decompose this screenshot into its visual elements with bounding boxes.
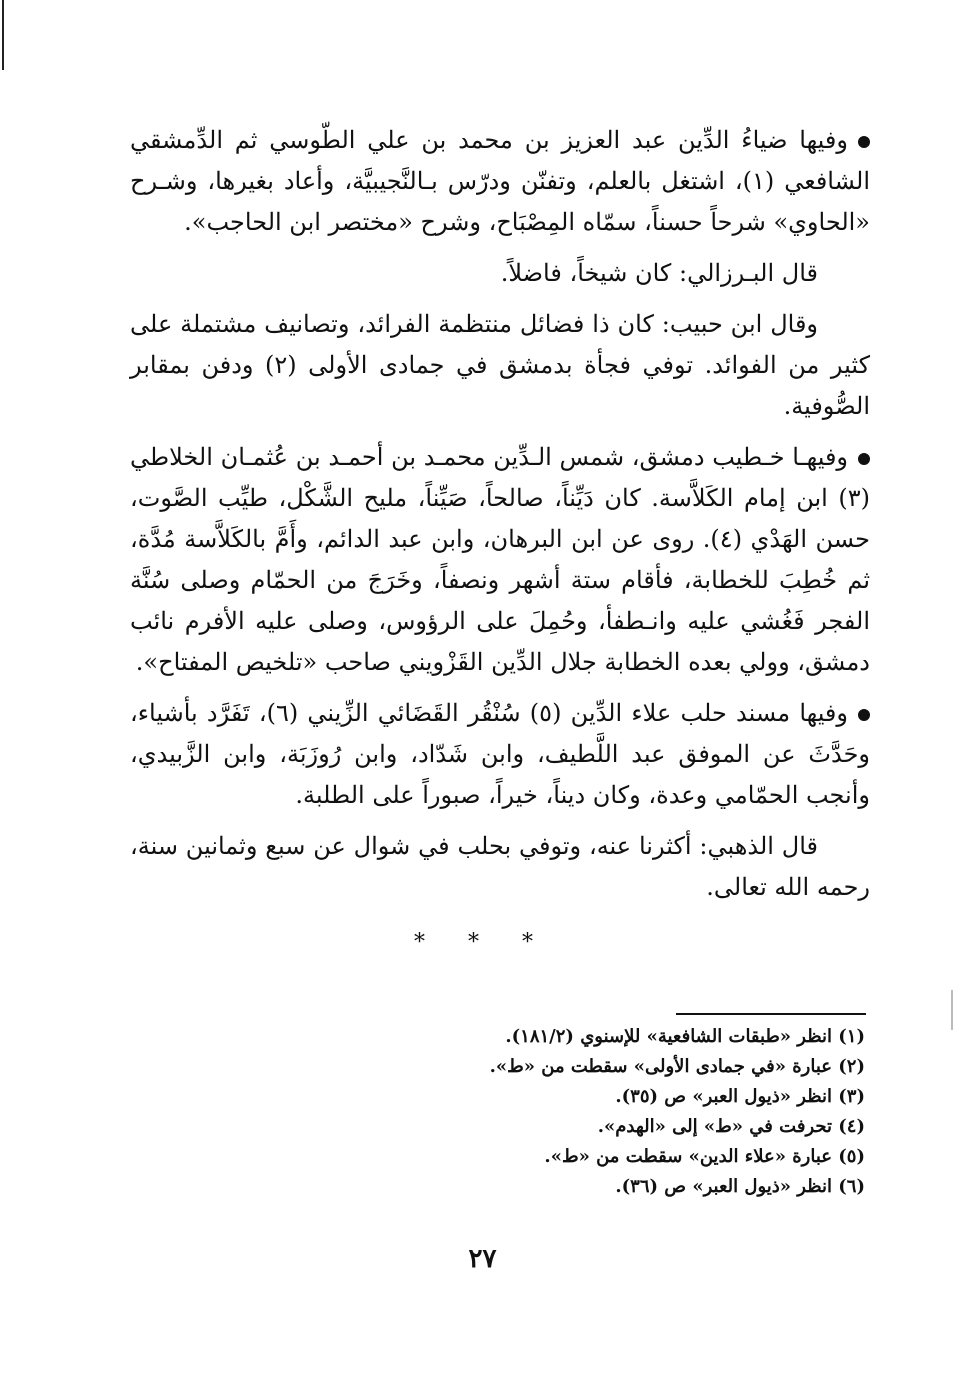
paragraph-1-text: وفيها ضياءُ الدِّين عبد العزيز بن محمد بن علي الطّوسي ثم الدِّمشقي الشافعي (١)، اشتغل بالعلم، وتفنّن ودرّس بـالنَّجيبيَّة، وأعاد بغيرها، وشـرح «الحاوي» شرحاً حسناً، سمّاه المِصْبَاح، وشرح «مختصر ابن الحاجب». (130, 126, 870, 236)
paragraph-1 (130, 120, 870, 243)
page-number: ٢٧ (468, 1244, 497, 1274)
footnote-5: (٥) عبارة «علاء الدين» سقطت من «ط». (544, 1146, 865, 1167)
footnote-3: (٣) انظر «ذيول العبر» ص (٣٥). (615, 1086, 865, 1107)
bullet-icon (858, 453, 870, 465)
paragraph-5 (130, 693, 870, 816)
footnote-6: (٦) انظر «ذيول العبر» ص (٣٦). (615, 1176, 865, 1197)
paragraph-3: وقال ابن حبيب: كان ذا فضائل منتظمة الفرائد، وتصانيف مشتملة على كثير من الفوائد. توفي فجأة بدمشق في جمادى الأولى (٢) ودفن بمقابر الصُّوفية. (130, 310, 871, 420)
paragraph-6: قال الذهبي: أكثرنا عنه، وتوفي بحلب في شوال عن سبع وثمانين سنة، رحمه الله تعالى. (130, 832, 870, 901)
page-edge-line (2, 0, 4, 70)
footnote-4: (٤) تحرفت في «ط» إلى «الهدم». (597, 1116, 865, 1137)
main-text (130, 120, 870, 918)
footnote-1: (١) انظر «طبقات الشافعية» للإسنوي (١٨١/٢). (505, 1026, 865, 1047)
bullet-icon (858, 709, 870, 721)
footnotes (300, 1022, 865, 1202)
footnote-divider (676, 1013, 866, 1015)
footnote-2: (٢) عبارة «في جمادى الأولى» سقطت من «ط». (489, 1056, 865, 1077)
scan-mark (951, 990, 953, 1030)
section-separator: * * * (414, 930, 551, 955)
paragraph-4-text: وفيهـا خـطيب دمشق، شمس الـدِّين محمـد بن أحمـد بن عُثمـان الخلاطي (٣) ابن إمام الكَلاَّسة. كان دَيِّناً، صالحاً، صَيِّناً، مليح الشَّكْل، طيِّب الصَّوت، حسن الهَدْي (٤). روى عن ابن البرهان، وابن عبد الدائم، وأَمَّ بالكَلاَّسة مُدَّة، ثم خُطِبَ للخطابة، فأقام ستة أشهر ونصفاً، وخَرَجَ من الحمّام وصلى سُنَّة الفجر فَغُشي عليه وانـطفأ، وحُمِلَ على الرؤوس، وصلى عليه الأفرم نائب دمشق، وولي بعده الخطابة جلال الدِّين القَزْويني صاحب «تلخيص المفتاح». (130, 443, 871, 676)
paragraph-2: قال البـرزالي: كان شيخاً، فاضلاً. (500, 259, 818, 287)
paragraph-4 (130, 437, 870, 683)
bullet-icon (858, 136, 870, 148)
paragraph-5-text: وفيها مسند حلب علاء الدِّين (٥) سُنْقُر القَضَائي الزِّيني (٦)، تَفَرَّد بأشياء، وحَدَّثَ عن الموفق عبد اللَّطيف، وابن شَدّاد، وابن رُوزَبَة، وابن الزَّبيدي، وأنجب الحمّامي وعدة، وكان ديناً، خيراً، صبوراً على الطلبة. (130, 699, 871, 809)
